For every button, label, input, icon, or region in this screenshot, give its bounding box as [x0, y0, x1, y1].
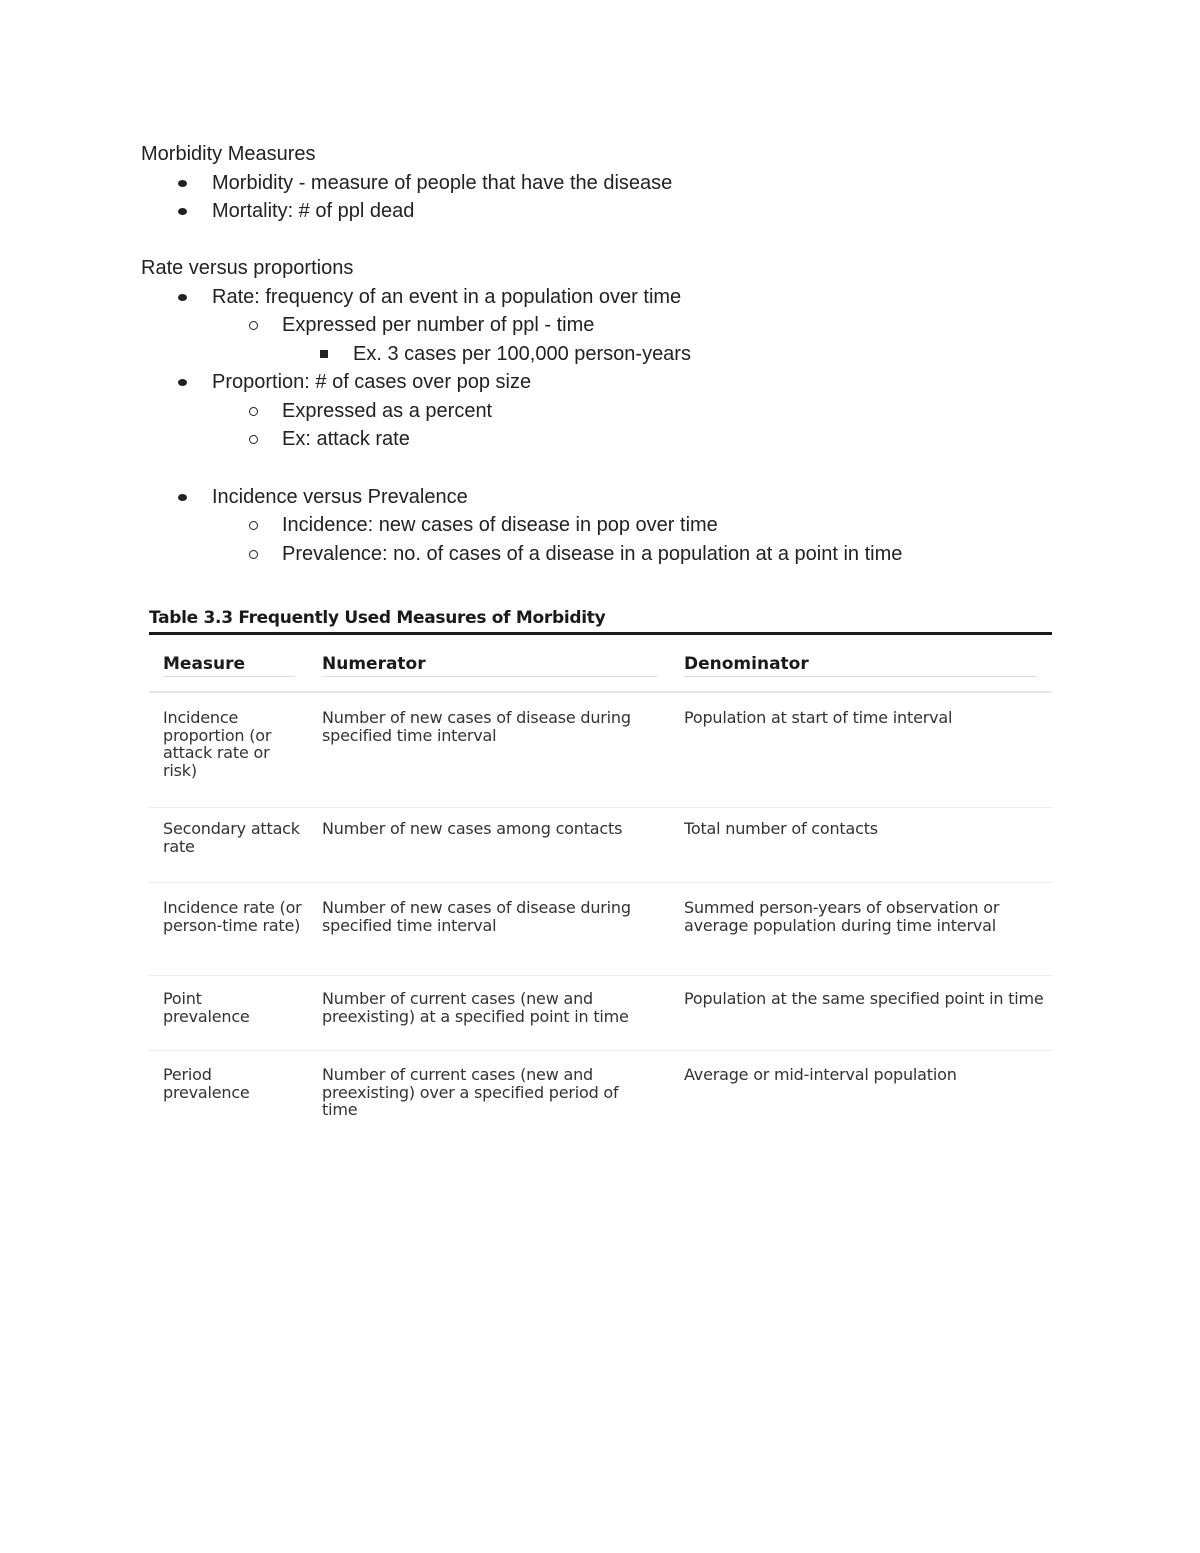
cell-measure: Incidence proportion (or attack rate or risk): [163, 708, 272, 780]
list-item-text: Expressed as a percent: [282, 399, 493, 422]
list-item-text: Incidence versus Prevalence: [212, 485, 468, 508]
cell-measure: Point prevalence: [163, 989, 250, 1026]
list-item-text: Morbidity - measure of people that have the disease: [212, 171, 673, 194]
cell-measure: Incidence rate (or person-time rate): [163, 898, 302, 935]
list-item: [141, 311, 1101, 340]
list-item: [141, 197, 1101, 226]
list-item: [141, 340, 1101, 369]
cell-measure: Period prevalence: [163, 1065, 250, 1102]
hollow-bullet-icon: [249, 435, 258, 444]
list-item: [141, 397, 1101, 426]
cell-denominator: Total number of contacts: [684, 819, 878, 838]
list-item: [141, 169, 1101, 198]
morbidity-measures-table: [149, 604, 1052, 1131]
hollow-bullet-icon: [249, 321, 258, 330]
table-row: [149, 693, 1052, 808]
filled-bullet-icon: [178, 379, 187, 386]
lecture-notes: [141, 140, 1101, 568]
filled-bullet-icon: [178, 294, 187, 301]
cell-denominator: Average or mid-interval population: [684, 1065, 957, 1084]
cell-numerator: Number of new cases of disease during specified time interval: [322, 898, 631, 935]
table-header-row: [149, 635, 1052, 693]
table-row: [149, 808, 1052, 882]
cell-numerator: Number of new cases of disease during specified time interval: [322, 708, 631, 745]
table-row: [149, 1051, 1052, 1131]
hollow-bullet-icon: [249, 521, 258, 530]
filled-bullet-icon: [178, 208, 187, 215]
filled-bullet-icon: [178, 180, 187, 187]
list-item-text: Expressed per number of ppl - time: [282, 314, 595, 336]
table-title: Table 3.3 Frequently Used Measures of Morbidity: [149, 608, 606, 628]
column-header-denominator: Denominator: [684, 652, 1037, 677]
list-item-text: Ex. 3 cases per 100,000 person-years: [353, 342, 691, 365]
list-item-text: Incidence: new cases of disease in pop over time: [282, 514, 718, 536]
list-item-text: Proportion: # of cases over pop size: [212, 371, 532, 393]
list-item: [141, 540, 1101, 569]
cell-numerator: Number of new cases among contacts: [322, 819, 623, 838]
table-row: [149, 976, 1052, 1051]
list-item-text: Mortality: # of ppl dead: [212, 200, 415, 222]
list-item-text: Rate: frequency of an event in a population over time: [212, 285, 682, 308]
hollow-bullet-icon: [249, 550, 258, 559]
table-row: [149, 882, 1052, 976]
section-heading-rate-versus-proportions: Rate versus proportions: [141, 257, 354, 279]
list-item: [141, 511, 1101, 540]
column-header-numerator: Numerator: [322, 652, 657, 677]
cell-numerator: Number of current cases (new and preexisting) at a specified point in time: [322, 989, 629, 1026]
cell-denominator: Population at start of time interval: [684, 708, 953, 727]
list-item: [141, 368, 1101, 397]
section-heading-morbidity-measures: Morbidity Measures: [141, 143, 316, 165]
cell-denominator: Summed person-years of observation or average population during time interval: [684, 898, 1000, 935]
column-header-measure: Measure: [163, 652, 295, 677]
list-item-text: Ex: attack rate: [282, 428, 410, 450]
list-item: [141, 425, 1101, 454]
cell-denominator: Population at the same specified point in time: [684, 989, 1044, 1008]
list-item: [141, 483, 1101, 512]
filled-bullet-icon: [178, 494, 187, 501]
list-item: [141, 283, 1101, 312]
hollow-bullet-icon: [249, 407, 258, 416]
list-item-text: Prevalence: no. of cases of a disease in a population at a point in time: [282, 542, 903, 565]
cell-numerator: Number of current cases (new and preexisting) over a specified period of time: [322, 1065, 619, 1119]
cell-measure: Secondary attack rate: [163, 819, 300, 856]
square-bullet-icon: [320, 350, 328, 358]
